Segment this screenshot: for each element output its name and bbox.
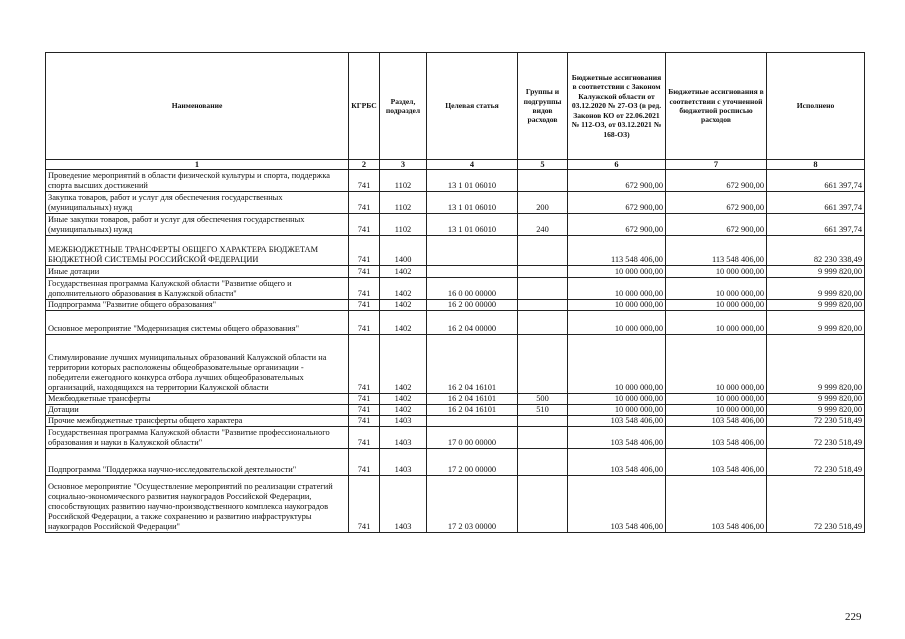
- col-header-razdel: Раздел, подраздел: [380, 53, 427, 160]
- cell-razdel: 1402: [380, 394, 427, 405]
- cell-rosp: 672 900,00: [666, 170, 767, 192]
- cell-cs: [427, 266, 518, 278]
- cell-kgrbs: 741: [349, 266, 380, 278]
- col-number: 8: [767, 160, 865, 170]
- cell-plan: 10 000 000,00: [568, 311, 666, 335]
- cell-name: Основное мероприятие "Модернизация системы общего образования": [46, 311, 349, 335]
- col-number: 1: [46, 160, 349, 170]
- cell-razdel: 1403: [380, 449, 427, 476]
- cell-isp: 72 230 518,49: [767, 449, 865, 476]
- cell-isp: 9 999 820,00: [767, 266, 865, 278]
- cell-isp: 82 230 338,49: [767, 236, 865, 266]
- cell-razdel: 1402: [380, 278, 427, 300]
- cell-razdel: 1402: [380, 335, 427, 394]
- cell-kgrbs: 741: [349, 427, 380, 449]
- table-row: [46, 449, 865, 476]
- header-row: [46, 53, 865, 160]
- col-number: 2: [349, 160, 380, 170]
- cell-plan: 10 000 000,00: [568, 405, 666, 416]
- table-row: [46, 170, 865, 192]
- cell-isp: 9 999 820,00: [767, 311, 865, 335]
- cell-vr: [518, 236, 568, 266]
- cell-vr: [518, 266, 568, 278]
- cell-name: Государственная программа Калужской области "Развитие общего и дополнительного образования в Калужской области": [46, 278, 349, 300]
- table-row: [46, 476, 865, 533]
- col-number: 6: [568, 160, 666, 170]
- col-header-law: Бюджетные ассигнования в соответствии с Законом Калужской области от 03.12.2020 № 27-ОЗ (в ред. Законов КО от 22.06.2021 № 112-ОЗ, от 03.12.2021 № 168-ОЗ): [568, 53, 666, 160]
- cell-isp: 9 999 820,00: [767, 394, 865, 405]
- cell-name: Дотации: [46, 405, 349, 416]
- cell-rosp: 10 000 000,00: [666, 278, 767, 300]
- cell-vr: [518, 416, 568, 427]
- cell-plan: 103 548 406,00: [568, 476, 666, 533]
- cell-isp: 661 397,74: [767, 192, 865, 214]
- cell-name: Прочие межбюджетные трансферты общего характера: [46, 416, 349, 427]
- cell-name: МЕЖБЮДЖЕТНЫЕ ТРАНСФЕРТЫ ОБЩЕГО ХАРАКТЕРА БЮДЖЕТАМ БЮДЖЕТНОЙ СИСТЕМЫ РОССИЙСКОЙ ФЕДЕРАЦИИ: [46, 236, 349, 266]
- cell-kgrbs: 741: [349, 449, 380, 476]
- cell-vr: [518, 427, 568, 449]
- cell-razdel: 1402: [380, 405, 427, 416]
- cell-razdel: 1402: [380, 266, 427, 278]
- cell-vr: [518, 278, 568, 300]
- cell-plan: 103 548 406,00: [568, 427, 666, 449]
- cell-plan: 672 900,00: [568, 192, 666, 214]
- col-header-vr: Группы и подгруппы видов расходов: [518, 53, 568, 160]
- cell-rosp: 103 548 406,00: [666, 476, 767, 533]
- cell-plan: 10 000 000,00: [568, 394, 666, 405]
- cell-plan: 103 548 406,00: [568, 416, 666, 427]
- table-row: [46, 192, 865, 214]
- cell-rosp: 10 000 000,00: [666, 266, 767, 278]
- table-row: [46, 278, 865, 300]
- table-row: [46, 427, 865, 449]
- col-number: 3: [380, 160, 427, 170]
- cell-cs: [427, 236, 518, 266]
- cell-vr: [518, 335, 568, 394]
- cell-rosp: 10 000 000,00: [666, 394, 767, 405]
- cell-cs: 17 2 03 00000: [427, 476, 518, 533]
- cell-isp: 661 397,74: [767, 214, 865, 236]
- table-row: [46, 335, 865, 394]
- cell-cs: 16 0 00 00000: [427, 278, 518, 300]
- cell-cs: 13 1 01 06010: [427, 214, 518, 236]
- col-header-rosp: Бюджетные ассигнования в соответствии с уточненной бюджетной росписью расходов: [666, 53, 767, 160]
- table-row: [46, 236, 865, 266]
- cell-plan: 10 000 000,00: [568, 300, 666, 311]
- cell-kgrbs: 741: [349, 311, 380, 335]
- cell-rosp: 103 548 406,00: [666, 427, 767, 449]
- cell-cs: 16 2 04 16101: [427, 394, 518, 405]
- cell-razdel: 1400: [380, 236, 427, 266]
- table-row: [46, 394, 865, 405]
- cell-rosp: 10 000 000,00: [666, 311, 767, 335]
- cell-isp: 72 230 518,49: [767, 416, 865, 427]
- cell-isp: 9 999 820,00: [767, 405, 865, 416]
- cell-vr: 510: [518, 405, 568, 416]
- cell-name: Иные закупки товаров, работ и услуг для обеспечения государственных (муниципальных) нужд: [46, 214, 349, 236]
- cell-rosp: 113 548 406,00: [666, 236, 767, 266]
- cell-name: Межбюджетные трансферты: [46, 394, 349, 405]
- cell-vr: [518, 449, 568, 476]
- cell-name: Иные дотации: [46, 266, 349, 278]
- cell-kgrbs: 741: [349, 300, 380, 311]
- cell-kgrbs: 741: [349, 394, 380, 405]
- cell-rosp: 10 000 000,00: [666, 335, 767, 394]
- cell-name: Проведение мероприятий в области физической культуры и спорта, поддержка спорта высших достижений: [46, 170, 349, 192]
- cell-cs: 16 2 04 00000: [427, 311, 518, 335]
- col-header-name: Наименование: [46, 53, 349, 160]
- cell-kgrbs: 741: [349, 236, 380, 266]
- cell-vr: [518, 476, 568, 533]
- cell-rosp: 672 900,00: [666, 192, 767, 214]
- cell-kgrbs: 741: [349, 170, 380, 192]
- cell-cs: 16 2 04 16101: [427, 405, 518, 416]
- cell-cs: [427, 416, 518, 427]
- col-number: 5: [518, 160, 568, 170]
- cell-plan: 672 900,00: [568, 214, 666, 236]
- cell-rosp: 10 000 000,00: [666, 300, 767, 311]
- cell-name: Основное мероприятие "Осуществление мероприятий по реализации стратегий социально-экономического развития наукоградов Российской Федерации, способствующих развитию научно-производственного комплекса наукоградов Российской Федерации, а также сохранению и развитию инфраструктуры наукоградов Российской Федерации": [46, 476, 349, 533]
- cell-kgrbs: 741: [349, 335, 380, 394]
- cell-vr: [518, 311, 568, 335]
- cell-kgrbs: 741: [349, 214, 380, 236]
- column-number-row: [46, 160, 865, 170]
- col-header-kgrbs: КГРБС: [349, 53, 380, 160]
- cell-plan: 103 548 406,00: [568, 449, 666, 476]
- page-number: 229: [845, 611, 862, 623]
- cell-plan: 113 548 406,00: [568, 236, 666, 266]
- cell-name: Закупка товаров, работ и услуг для обеспечения государственных (муниципальных) нужд: [46, 192, 349, 214]
- cell-name: Государственная программа Калужской области "Развитие профессионального образования и науки в Калужской области": [46, 427, 349, 449]
- cell-cs: 16 2 04 16101: [427, 335, 518, 394]
- cell-rosp: 672 900,00: [666, 214, 767, 236]
- cell-razdel: 1403: [380, 416, 427, 427]
- table-row: [46, 416, 865, 427]
- cell-vr: 500: [518, 394, 568, 405]
- cell-plan: 672 900,00: [568, 170, 666, 192]
- cell-kgrbs: 741: [349, 476, 380, 533]
- cell-cs: 13 1 01 06010: [427, 170, 518, 192]
- cell-name: Подпрограмма "Поддержка научно-исследовательской деятельности": [46, 449, 349, 476]
- cell-vr: 240: [518, 214, 568, 236]
- cell-cs: 17 2 00 00000: [427, 449, 518, 476]
- table-row: [46, 214, 865, 236]
- cell-isp: 661 397,74: [767, 170, 865, 192]
- cell-plan: 10 000 000,00: [568, 266, 666, 278]
- cell-cs: 13 1 01 06010: [427, 192, 518, 214]
- cell-rosp: 103 548 406,00: [666, 416, 767, 427]
- col-header-target: Целевая статья: [427, 53, 518, 160]
- cell-vr: [518, 170, 568, 192]
- cell-razdel: 1403: [380, 427, 427, 449]
- cell-cs: 17 0 00 00000: [427, 427, 518, 449]
- cell-kgrbs: 741: [349, 192, 380, 214]
- cell-razdel: 1402: [380, 311, 427, 335]
- cell-cs: 16 2 00 00000: [427, 300, 518, 311]
- cell-razdel: 1403: [380, 476, 427, 533]
- cell-isp: 72 230 518,49: [767, 427, 865, 449]
- cell-name: Подпрограмма "Развитие общего образования": [46, 300, 349, 311]
- cell-isp: 9 999 820,00: [767, 278, 865, 300]
- cell-razdel: 1102: [380, 170, 427, 192]
- cell-kgrbs: 741: [349, 416, 380, 427]
- cell-plan: 10 000 000,00: [568, 335, 666, 394]
- cell-name: Стимулирование лучших муниципальных образований Калужской области на территории которых расположены общеобразовательные организации - победители ежегодного конкурса отбора лучших общеобразовательных организаций, находящихся на территории Калужской области: [46, 335, 349, 394]
- table-row: [46, 266, 865, 278]
- table-row: [46, 311, 865, 335]
- cell-plan: 10 000 000,00: [568, 278, 666, 300]
- cell-razdel: 1402: [380, 300, 427, 311]
- cell-kgrbs: 741: [349, 278, 380, 300]
- cell-kgrbs: 741: [349, 405, 380, 416]
- col-number: 7: [666, 160, 767, 170]
- table-row: [46, 405, 865, 416]
- cell-rosp: 10 000 000,00: [666, 405, 767, 416]
- budget-table: [45, 52, 865, 533]
- cell-isp: 9 999 820,00: [767, 300, 865, 311]
- col-header-executed: Исполнено: [767, 53, 865, 160]
- cell-isp: 9 999 820,00: [767, 335, 865, 394]
- cell-isp: 72 230 518,49: [767, 476, 865, 533]
- cell-razdel: 1102: [380, 192, 427, 214]
- cell-vr: [518, 300, 568, 311]
- table-row: [46, 300, 865, 311]
- col-number: 4: [427, 160, 518, 170]
- cell-razdel: 1102: [380, 214, 427, 236]
- cell-rosp: 103 548 406,00: [666, 449, 767, 476]
- cell-vr: 200: [518, 192, 568, 214]
